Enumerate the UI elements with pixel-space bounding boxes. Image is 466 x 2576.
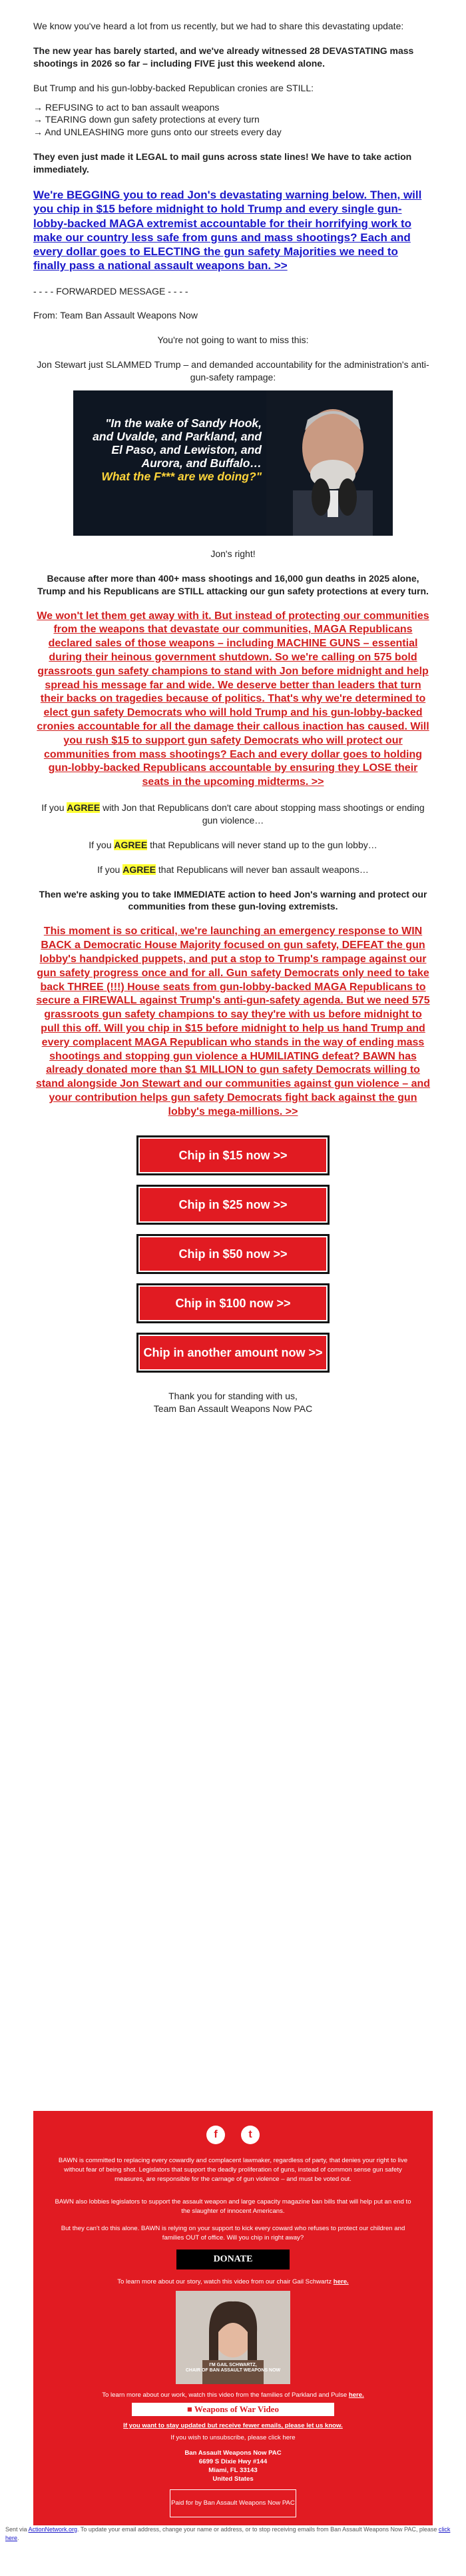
work-text: To learn more about our work, watch this video from the families of Parkland and Pulse <box>102 2391 349 2399</box>
footer-paragraph-2: BAWN also lobbies legislators to support the assault weapon and large capacity magazine ban bills that will help put an end to the slaughter of innocent Americans. <box>55 2198 411 2215</box>
cta-link-paragraph <box>33 188 433 273</box>
chair-caption-line-2: CHAIR OF BAN ASSAULT WEAPONS NOW <box>185 2368 281 2373</box>
action-network-link[interactable]: ActionNetwork.org <box>28 2526 78 2533</box>
org-name: Ban Assault Weapons Now PAC <box>184 2449 282 2457</box>
footer-paragraph-3: But they can't do this alone. BAWN is relying on your support to kick every coward who refuses to protect our children and families OUT of office. Will you chip in right away? <box>61 2225 405 2242</box>
intro-paragraph-1: We know you've heard a lot from us recently, but we had to share this devastating update: <box>33 21 404 31</box>
hero-quote <box>92 417 262 484</box>
signoff-line-2: Team Ban Assault Weapons Now PAC <box>153 1403 313 1415</box>
red-donate-link-2[interactable]: This moment is so critical, we're launching an emergency response to WIN BACK a Democratic House Majority focused on gun safety, DEFEAT the gun lobby's handpicked puppets, and put a stop to Trump's rampage against our gun safety progress once and for all. Gun safety Democrats only need to take back THREE (!!!) House seats from gun-lobby-backed MAGA Republicans to secure a FIREWALL against Trump's anti-gun-safety agenda. But we need 575 grassroots gun safety champions to say they're with us before midnight to pull this off. Will you chip in $15 before midnight to help us hand Trump and every complacent MAGA Republican who stands in the way of ending mass shootings and stopping gun violence a HUMILIATING defeat? BAWN has already donated more than $1 MILLION to gun safety Democrats willing to stand alongside Jon Stewart and our communities against gun violence – and your contribution helps gun safety Democrats fight back against the gun lobby's mega-millions. >> <box>35 926 431 1117</box>
because-paragraph: Because after more than 400+ mass shootings and 16,000 gun deaths in 2025 alone, Trump and his Republicans are STILL attacking our gun safety protections at every turn. <box>37 572 429 596</box>
donation-buttons <box>33 1135 433 1373</box>
chip-in-25-button[interactable]: Chip in $25 now >> <box>136 1185 330 1225</box>
list-item: → REFUSING to act to ban assault weapons <box>33 101 220 113</box>
chair-video-thumbnail[interactable] <box>176 2291 290 2384</box>
jon-stewart-image[interactable] <box>73 390 393 536</box>
agree-highlight: AGREE <box>67 802 101 813</box>
facebook-icon[interactable]: f <box>206 2126 225 2144</box>
chip-in-other-button[interactable]: Chip in another amount now >> <box>136 1333 330 1373</box>
chip-in-50-button[interactable]: Chip in $50 now >> <box>136 1234 330 1274</box>
address-country: United States <box>212 2475 254 2483</box>
bottom-note-middle: . To update your email address, change your name or address, or to stop receiving emails from Ban Assault Weapons Now PAC, please <box>77 2526 439 2533</box>
manage-email-link[interactable]: click here <box>5 2526 451 2541</box>
donate-link[interactable]: We're BEGGING you to read Jon's devastating warning below. Then, will you chip in $15 before midnight to hold Trump and every single gun-lobby-backed MAGA extremist accountable for their horrifying work to make our country less safe from guns and mass shootings? Each and every dollar goes to ELECTING the gun safety Majorities we need to finally pass a national assault weapons ban. >> <box>33 189 422 273</box>
footer-paragraph-1: BAWN is committed to replacing every cowardly and complacent lawmaker, regardless of party, that denies your right to live without fear of being shot. Legislators that support the deadly proliferation of guns, instead of common sense gun safety measures, are responsible for the carnage of gun violence – and must be voted out. <box>58 2157 408 2183</box>
fewer-emails-link[interactable]: If you want to stay updated but receive fewer emails, please let us know. <box>123 2422 343 2429</box>
forwarded-label: - - - - FORWARDED MESSAGE - - - - <box>33 285 188 297</box>
agree-prefix: If you <box>41 802 67 813</box>
broken-image-icon: ■ <box>187 2404 194 2414</box>
address-block <box>53 2449 413 2484</box>
agree-suffix: that Republicans will never ban assault weapons… <box>156 864 369 875</box>
social-links <box>206 2126 260 2144</box>
chair-caption-line-1: I'M GAIL SCHWARTZ, <box>209 2363 257 2367</box>
bottom-note <box>5 2525 461 2542</box>
arrow-list <box>33 101 433 139</box>
weapons-video-text: Weapons of War Video <box>194 2404 279 2414</box>
jons-right: Jon's right! <box>210 548 256 559</box>
hero-quote-main: "In the wake of Sandy Hook, and Uvalde, and Parkland, and El Paso, and Lewiston, and Aurora, and Buffalo… <box>93 416 262 470</box>
signoff-line-1: Thank you for standing with us, <box>168 1390 298 1401</box>
bottom-note-prefix: Sent via <box>5 2526 29 2533</box>
intro-paragraph-3: But Trump and his gun-lobby-backed Republican cronies are STILL: <box>33 82 314 93</box>
agree-line-2 <box>33 839 433 852</box>
weapons-of-war-video-link[interactable] <box>132 2403 334 2416</box>
chip-in-15-button[interactable]: Chip in $15 now >> <box>136 1135 330 1175</box>
agree-line-1 <box>33 802 433 827</box>
story-line <box>53 2277 413 2287</box>
list-item: → And UNLEASHING more guns onto our streets every day <box>33 127 282 138</box>
red-paragraph-2-wrap <box>33 925 433 1119</box>
footer <box>33 2111 433 2525</box>
agree-highlight: AGREE <box>114 839 148 850</box>
bottom-note-end: . <box>17 2534 19 2541</box>
fewer-emails-line <box>53 2421 413 2431</box>
donate-button[interactable]: DONATE <box>176 2250 290 2269</box>
chair-caption <box>176 2363 290 2374</box>
list-item: → TEARING down gun safety protections at every turn <box>33 114 260 125</box>
signoff <box>33 1390 433 1416</box>
agree-line-3 <box>33 864 433 876</box>
red-donate-link-1[interactable]: We won't let them get away with it. But instead of protecting our communities from the weapons that devastate our communities, MAGA Republicans declared sales of those weapons – including MACHINE GUNS – essential during their heinous government shutdown. So we're calling on 575 bold grassroots gun safety champions to stand with Jon before midnight and help spread his message far and wide. We deserve better than leaders that turn their backs on tragedies because of politics. That's why we're determined to elect gun safety Democrats who will hold Trump and his gun-lobby-backed cronies accountable for all the damage their callous inaction has caused. Will you rush $15 to support gun safety Democrats who will protect our communities from mass shootings? Each and every dollar goes to holding gun-lobby-backed Republicans accountable by ensuring they LOSE their seats in the upcoming midterms. >> <box>37 610 429 788</box>
intro-paragraph-2: The new year has barely started, and we've already witnessed 28 DEVASTATING mass shootings in 2026 so far – including FIVE just this weekend alone. <box>33 45 414 69</box>
agree-suffix: that Republicans will never stand up to the gun lobby… <box>147 839 377 850</box>
chip-in-100-button[interactable]: Chip in $100 now >> <box>136 1283 330 1323</box>
address-line-1: 6699 S Dixie Hwy #144 <box>198 2457 268 2465</box>
agree-prefix: If you <box>89 839 115 850</box>
red-paragraph-1-wrap <box>33 610 433 790</box>
twitter-icon[interactable]: t <box>241 2126 260 2144</box>
address-line-2: Miami, FL 33143 <box>208 2466 258 2474</box>
miss-line: You're not going to want to miss this: <box>157 334 309 346</box>
then-paragraph: Then we're asking you to take IMMEDIATE action to heed Jon's warning and protect our communities from these gun-loving extremists. <box>39 888 427 912</box>
paid-for-box: Paid for by Ban Assault Weapons Now PAC <box>170 2489 296 2517</box>
work-line <box>53 2391 413 2400</box>
hero-quote-punchline: What the F*** are we doing?" <box>101 469 262 483</box>
story-text: To learn more about our story, watch this video from our chair Gail Schwartz <box>117 2278 334 2285</box>
agree-highlight: AGREE <box>122 864 156 875</box>
agree-suffix: with Jon that Republicans don't care about stopping mass shootings or ending gun violence… <box>100 802 425 826</box>
unsubscribe-line[interactable]: If you wish to unsubscribe, please click here <box>170 2434 296 2441</box>
jon-line: Jon Stewart just SLAMMED Trump – and demanded accountability for the administration's anti-gun-safety rampage: <box>37 359 429 383</box>
agree-prefix: If you <box>97 864 123 875</box>
work-link[interactable]: here. <box>348 2391 364 2399</box>
intro-paragraph-4: They even just made it LEGAL to mail guns across state lines! We have to take action immediately. <box>33 151 412 175</box>
from-line: From: Team Ban Assault Weapons Now <box>33 310 198 321</box>
jon-stewart-photo <box>266 390 393 536</box>
story-link[interactable]: here. <box>333 2278 349 2285</box>
